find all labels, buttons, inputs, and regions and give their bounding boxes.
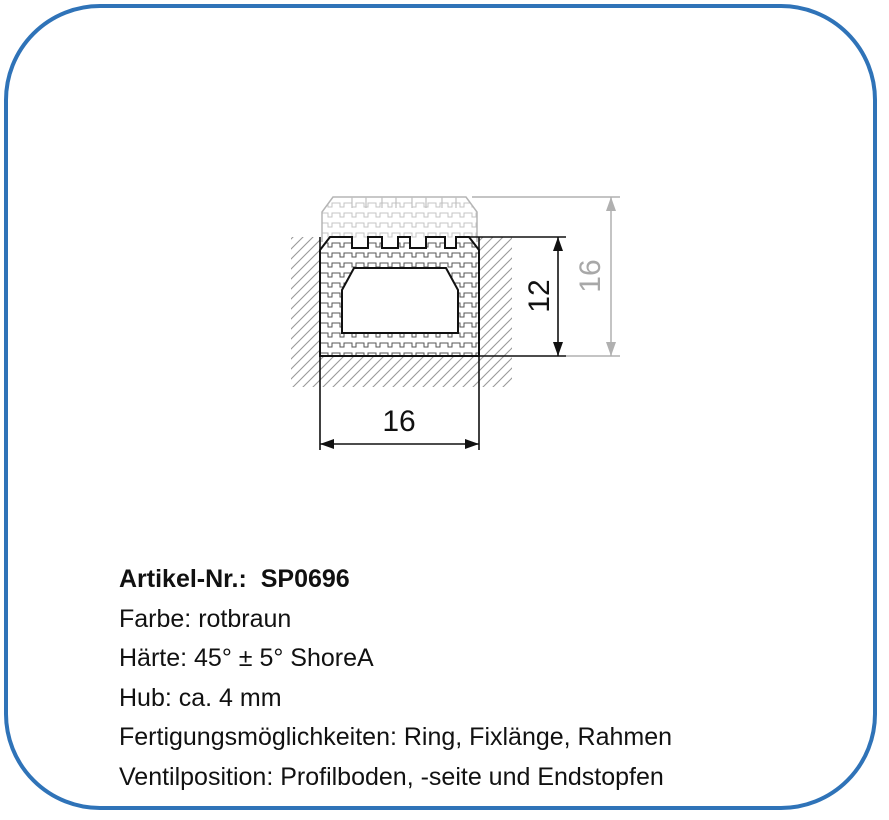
production-spec: Fertigungsmöglichkeiten: Ring, Fixlänge, Rahmen (119, 723, 673, 751)
color-spec: Farbe: rotbraun (119, 604, 292, 633)
article-label: Artikel-Nr.: (119, 565, 247, 593)
article-row (119, 560, 672, 600)
article-number: SP0696 (260, 565, 350, 593)
stroke-spec: Hub: ca. 4 mm (119, 683, 282, 712)
dim-height-uncompressed-label: 16 (574, 259, 607, 293)
hardness-spec: Härte: 45° ± 5° ShoreA (119, 644, 374, 672)
groove-wall-left (291, 237, 320, 387)
valve-spec: Ventilposition: Profilboden, -seite und Endstopfen (119, 762, 664, 791)
spec-list (119, 560, 672, 797)
dim-height-compressed-label: 12 (523, 279, 556, 313)
groove-floor (320, 356, 479, 387)
dim-width-label: 16 (382, 405, 416, 438)
groove-wall-right (479, 237, 512, 387)
ghost-profile-outline (322, 197, 477, 242)
seal-profile (320, 237, 479, 356)
